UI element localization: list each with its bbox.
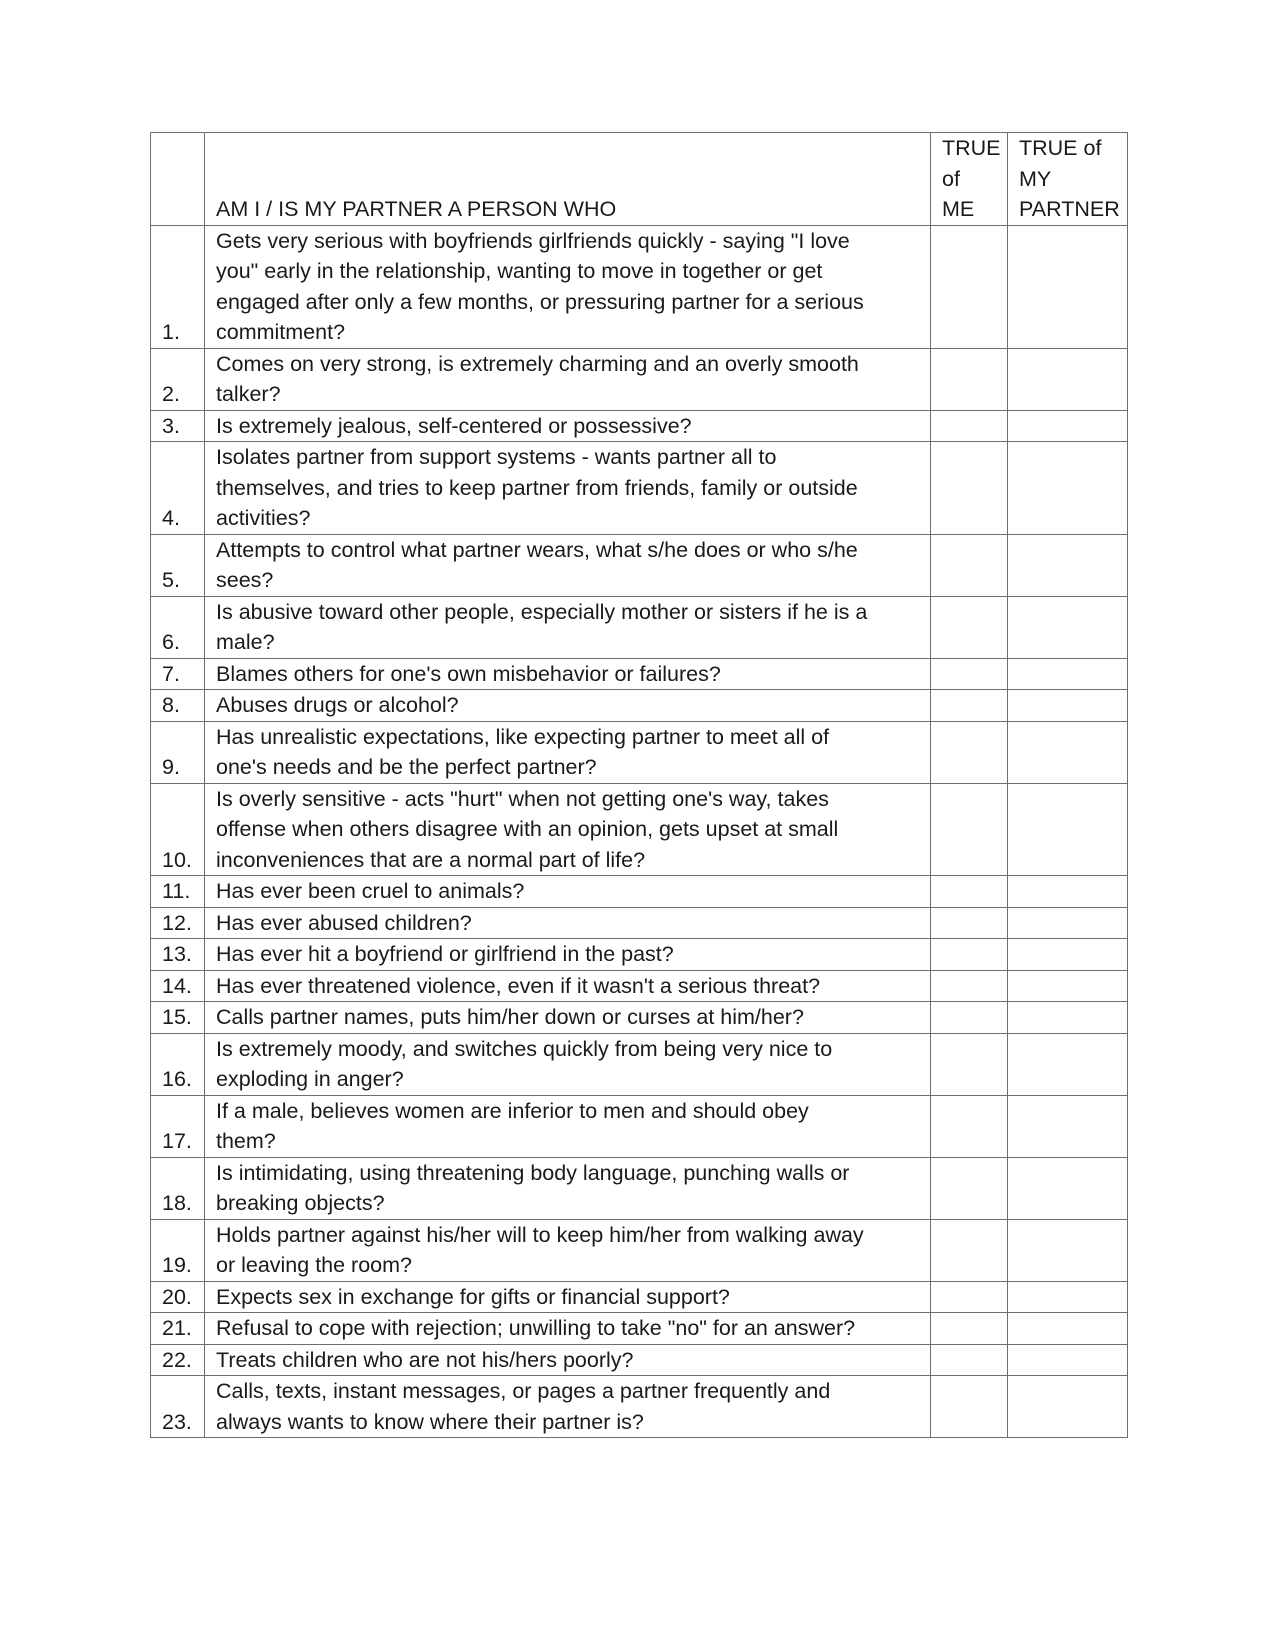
item-question [205, 690, 931, 722]
question-line: If a male, believes women are inferior to men and should obey [216, 1098, 809, 1123]
item-question [205, 348, 931, 410]
true-of-me-check-cell[interactable] [931, 1281, 1008, 1313]
question-line: one's needs and be the perfect partner? [216, 755, 597, 779]
table-row [151, 1313, 1128, 1345]
item-question [205, 1344, 931, 1376]
true-of-me-check-cell[interactable] [931, 1344, 1008, 1376]
item-question [205, 410, 931, 442]
question-line: Comes on very strong, is extremely charming and an overly smooth [216, 351, 859, 376]
table-row [151, 658, 1128, 690]
item-number: 5. [151, 534, 205, 596]
question-line: Isolates partner from support systems - wants partner all to [216, 445, 777, 469]
true-of-partner-check-cell[interactable] [1008, 1376, 1128, 1438]
item-question [205, 876, 931, 908]
true-of-me-check-cell[interactable] [931, 876, 1008, 908]
true-of-partner-check-cell[interactable] [1008, 783, 1128, 876]
true-of-me-check-cell[interactable] [931, 348, 1008, 410]
true-of-me-check-cell[interactable] [931, 1095, 1008, 1157]
item-number: 8. [151, 690, 205, 722]
item-question [205, 783, 931, 876]
table-row [151, 970, 1128, 1002]
question-line: Calls partner names, puts him/her down or curses at him/her? [216, 1005, 804, 1029]
item-number: 12. [151, 907, 205, 939]
true-of-me-line: of [942, 166, 960, 191]
true-of-partner-line: MY [1019, 166, 1052, 191]
table-row [151, 596, 1128, 658]
item-number: 14. [151, 970, 205, 1002]
table-row [151, 1157, 1128, 1219]
table-row [151, 721, 1128, 783]
table-row [151, 876, 1128, 908]
table-header-row [151, 133, 1128, 226]
true-of-me-check-cell[interactable] [931, 1219, 1008, 1281]
item-question [205, 1281, 931, 1313]
true-of-partner-check-cell[interactable] [1008, 1002, 1128, 1034]
true-of-me-check-cell[interactable] [931, 907, 1008, 939]
item-question [205, 1376, 931, 1438]
item-question [205, 970, 931, 1002]
true-of-partner-check-cell[interactable] [1008, 1033, 1128, 1095]
item-number: 10. [151, 783, 205, 876]
question-line: Treats children who are not his/hers poorly? [216, 1347, 634, 1372]
true-of-partner-line: TRUE of [1019, 136, 1102, 160]
question-line: you" early in the relationship, wanting to move in together or get [216, 259, 823, 283]
table-row [151, 939, 1128, 971]
true-of-partner-check-cell[interactable] [1008, 1344, 1128, 1376]
true-of-partner-check-cell[interactable] [1008, 970, 1128, 1002]
item-number: 9. [151, 721, 205, 783]
item-number: 18. [151, 1157, 205, 1219]
question-line: them? [216, 1129, 276, 1153]
true-of-partner-check-cell[interactable] [1008, 1281, 1128, 1313]
true-of-partner-check-cell[interactable] [1008, 1095, 1128, 1157]
item-number: 6. [151, 596, 205, 658]
true-of-partner-check-cell[interactable] [1008, 225, 1128, 348]
item-question [205, 442, 931, 535]
true-of-me-check-cell[interactable] [931, 1313, 1008, 1345]
question-line: Is abusive toward other people, especially mother or sisters if he is a [216, 599, 868, 624]
true-of-partner-check-cell[interactable] [1008, 690, 1128, 722]
table-row [151, 534, 1128, 596]
true-of-partner-check-cell[interactable] [1008, 442, 1128, 535]
item-number: 7. [151, 658, 205, 690]
table-row [151, 1095, 1128, 1157]
item-number: 11. [151, 876, 205, 908]
item-question [205, 1313, 931, 1345]
true-of-partner-check-cell[interactable] [1008, 1157, 1128, 1219]
question-line: Is intimidating, using threatening body language, punching walls or [216, 1160, 850, 1185]
question-line: Has ever hit a boyfriend or girlfriend in the past? [216, 942, 674, 966]
item-question [205, 1002, 931, 1034]
warning-signs-checklist-table [150, 132, 1128, 1438]
table-row [151, 783, 1128, 876]
table-row [151, 1281, 1128, 1313]
item-question [205, 1095, 931, 1157]
question-line: engaged after only a few months, or pressuring partner for a serious [216, 289, 864, 314]
question-line: Has ever been cruel to animals? [216, 879, 525, 903]
true-of-me-column-header [931, 133, 1008, 226]
question-line: or leaving the room? [216, 1253, 412, 1277]
question-line: Is extremely moody, and switches quickly from being very nice to [216, 1036, 833, 1061]
question-line: Has ever abused children? [216, 910, 472, 935]
true-of-me-check-cell[interactable] [931, 534, 1008, 596]
item-number: 4. [151, 442, 205, 535]
item-number: 23. [151, 1376, 205, 1438]
true-of-me-check-cell[interactable] [931, 1157, 1008, 1219]
true-of-partner-column-header [1008, 133, 1128, 226]
item-question [205, 907, 931, 939]
true-of-partner-check-cell[interactable] [1008, 658, 1128, 690]
number-column-header [151, 133, 205, 226]
checklist-body [151, 225, 1128, 1438]
true-of-partner-check-cell[interactable] [1008, 348, 1128, 410]
table-row [151, 1344, 1128, 1376]
question-line: talker? [216, 382, 281, 406]
true-of-me-check-cell[interactable] [931, 442, 1008, 535]
question-line: Blames others for one's own misbehavior or failures? [216, 661, 721, 686]
table-row [151, 442, 1128, 535]
true-of-partner-check-cell[interactable] [1008, 721, 1128, 783]
true-of-partner-check-cell[interactable] [1008, 939, 1128, 971]
table-row [151, 1002, 1128, 1034]
question-line: male? [216, 630, 275, 654]
question-line: Is overly sensitive - acts "hurt" when not getting one's way, takes [216, 786, 829, 811]
question-line: always wants to know where their partner is? [216, 1409, 644, 1434]
true-of-partner-line: PARTNER [1019, 197, 1120, 221]
question-line: Attempts to control what partner wears, what s/he does or who s/he [216, 537, 858, 562]
true-of-partner-check-cell[interactable] [1008, 907, 1128, 939]
true-of-me-check-cell[interactable] [931, 658, 1008, 690]
item-question [205, 1219, 931, 1281]
true-of-me-line: ME [942, 197, 975, 221]
true-of-partner-check-cell[interactable] [1008, 596, 1128, 658]
table-row [151, 1219, 1128, 1281]
question-line: Has ever threatened violence, even if it wasn't a serious threat? [216, 973, 821, 998]
question-column-header: AM I / IS MY PARTNER A PERSON WHO [205, 133, 931, 226]
true-of-me-check-cell[interactable] [931, 596, 1008, 658]
true-of-me-line: TRUE [942, 136, 1001, 160]
item-question [205, 1157, 931, 1219]
item-number: 21. [151, 1313, 205, 1345]
question-line: Expects sex in exchange for gifts or financial support? [216, 1284, 730, 1309]
table-row [151, 1376, 1128, 1438]
item-number: 16. [151, 1033, 205, 1095]
true-of-me-check-cell[interactable] [931, 970, 1008, 1002]
item-question [205, 658, 931, 690]
true-of-partner-check-cell[interactable] [1008, 534, 1128, 596]
question-line: Calls, texts, instant messages, or pages a partner frequently and [216, 1379, 831, 1403]
item-question [205, 596, 931, 658]
table-row [151, 410, 1128, 442]
question-line: themselves, and tries to keep partner from friends, family or outside [216, 475, 858, 500]
item-number: 20. [151, 1281, 205, 1313]
question-line: Refusal to cope with rejection; unwilling to take "no" for an answer? [216, 1316, 856, 1340]
question-line: Holds partner against his/her will to keep him/her from walking away [216, 1222, 864, 1247]
true-of-me-check-cell[interactable] [931, 1033, 1008, 1095]
true-of-me-check-cell[interactable] [931, 1376, 1008, 1438]
item-question [205, 721, 931, 783]
question-line: commitment? [216, 320, 346, 344]
item-number: 1. [151, 225, 205, 348]
item-question [205, 534, 931, 596]
true-of-me-check-cell[interactable] [931, 225, 1008, 348]
item-number: 22. [151, 1344, 205, 1376]
table-row [151, 907, 1128, 939]
item-question [205, 1033, 931, 1095]
item-number: 19. [151, 1219, 205, 1281]
question-line: Is extremely jealous, self-centered or possessive? [216, 413, 692, 438]
question-line: sees? [216, 568, 274, 592]
item-number: 17. [151, 1095, 205, 1157]
true-of-me-check-cell[interactable] [931, 783, 1008, 876]
true-of-me-check-cell[interactable] [931, 690, 1008, 722]
question-line: inconveniences that are a normal part of life? [216, 847, 646, 872]
item-number: 13. [151, 939, 205, 971]
true-of-partner-check-cell[interactable] [1008, 1219, 1128, 1281]
item-question [205, 225, 931, 348]
true-of-partner-check-cell[interactable] [1008, 410, 1128, 442]
item-number: 15. [151, 1002, 205, 1034]
item-number: 3. [151, 410, 205, 442]
question-line: Gets very serious with boyfriends girlfriends quickly - saying "I love [216, 228, 850, 253]
true-of-partner-check-cell[interactable] [1008, 1313, 1128, 1345]
true-of-partner-check-cell[interactable] [1008, 876, 1128, 908]
table-row [151, 348, 1128, 410]
question-line: activities? [216, 506, 311, 530]
item-question [205, 939, 931, 971]
true-of-me-check-cell[interactable] [931, 939, 1008, 971]
question-line: exploding in anger? [216, 1067, 404, 1091]
question-line: offense when others disagree with an opinion, gets upset at small [216, 817, 839, 841]
table-row [151, 690, 1128, 722]
true-of-me-check-cell[interactable] [931, 410, 1008, 442]
table-row [151, 1033, 1128, 1095]
true-of-me-check-cell[interactable] [931, 1002, 1008, 1034]
question-line: Has unrealistic expectations, like expecting partner to meet all of [216, 724, 830, 749]
question-line: breaking objects? [216, 1191, 385, 1215]
true-of-me-check-cell[interactable] [931, 721, 1008, 783]
question-line: Abuses drugs or alcohol? [216, 693, 459, 717]
item-number: 2. [151, 348, 205, 410]
table-row [151, 225, 1128, 348]
